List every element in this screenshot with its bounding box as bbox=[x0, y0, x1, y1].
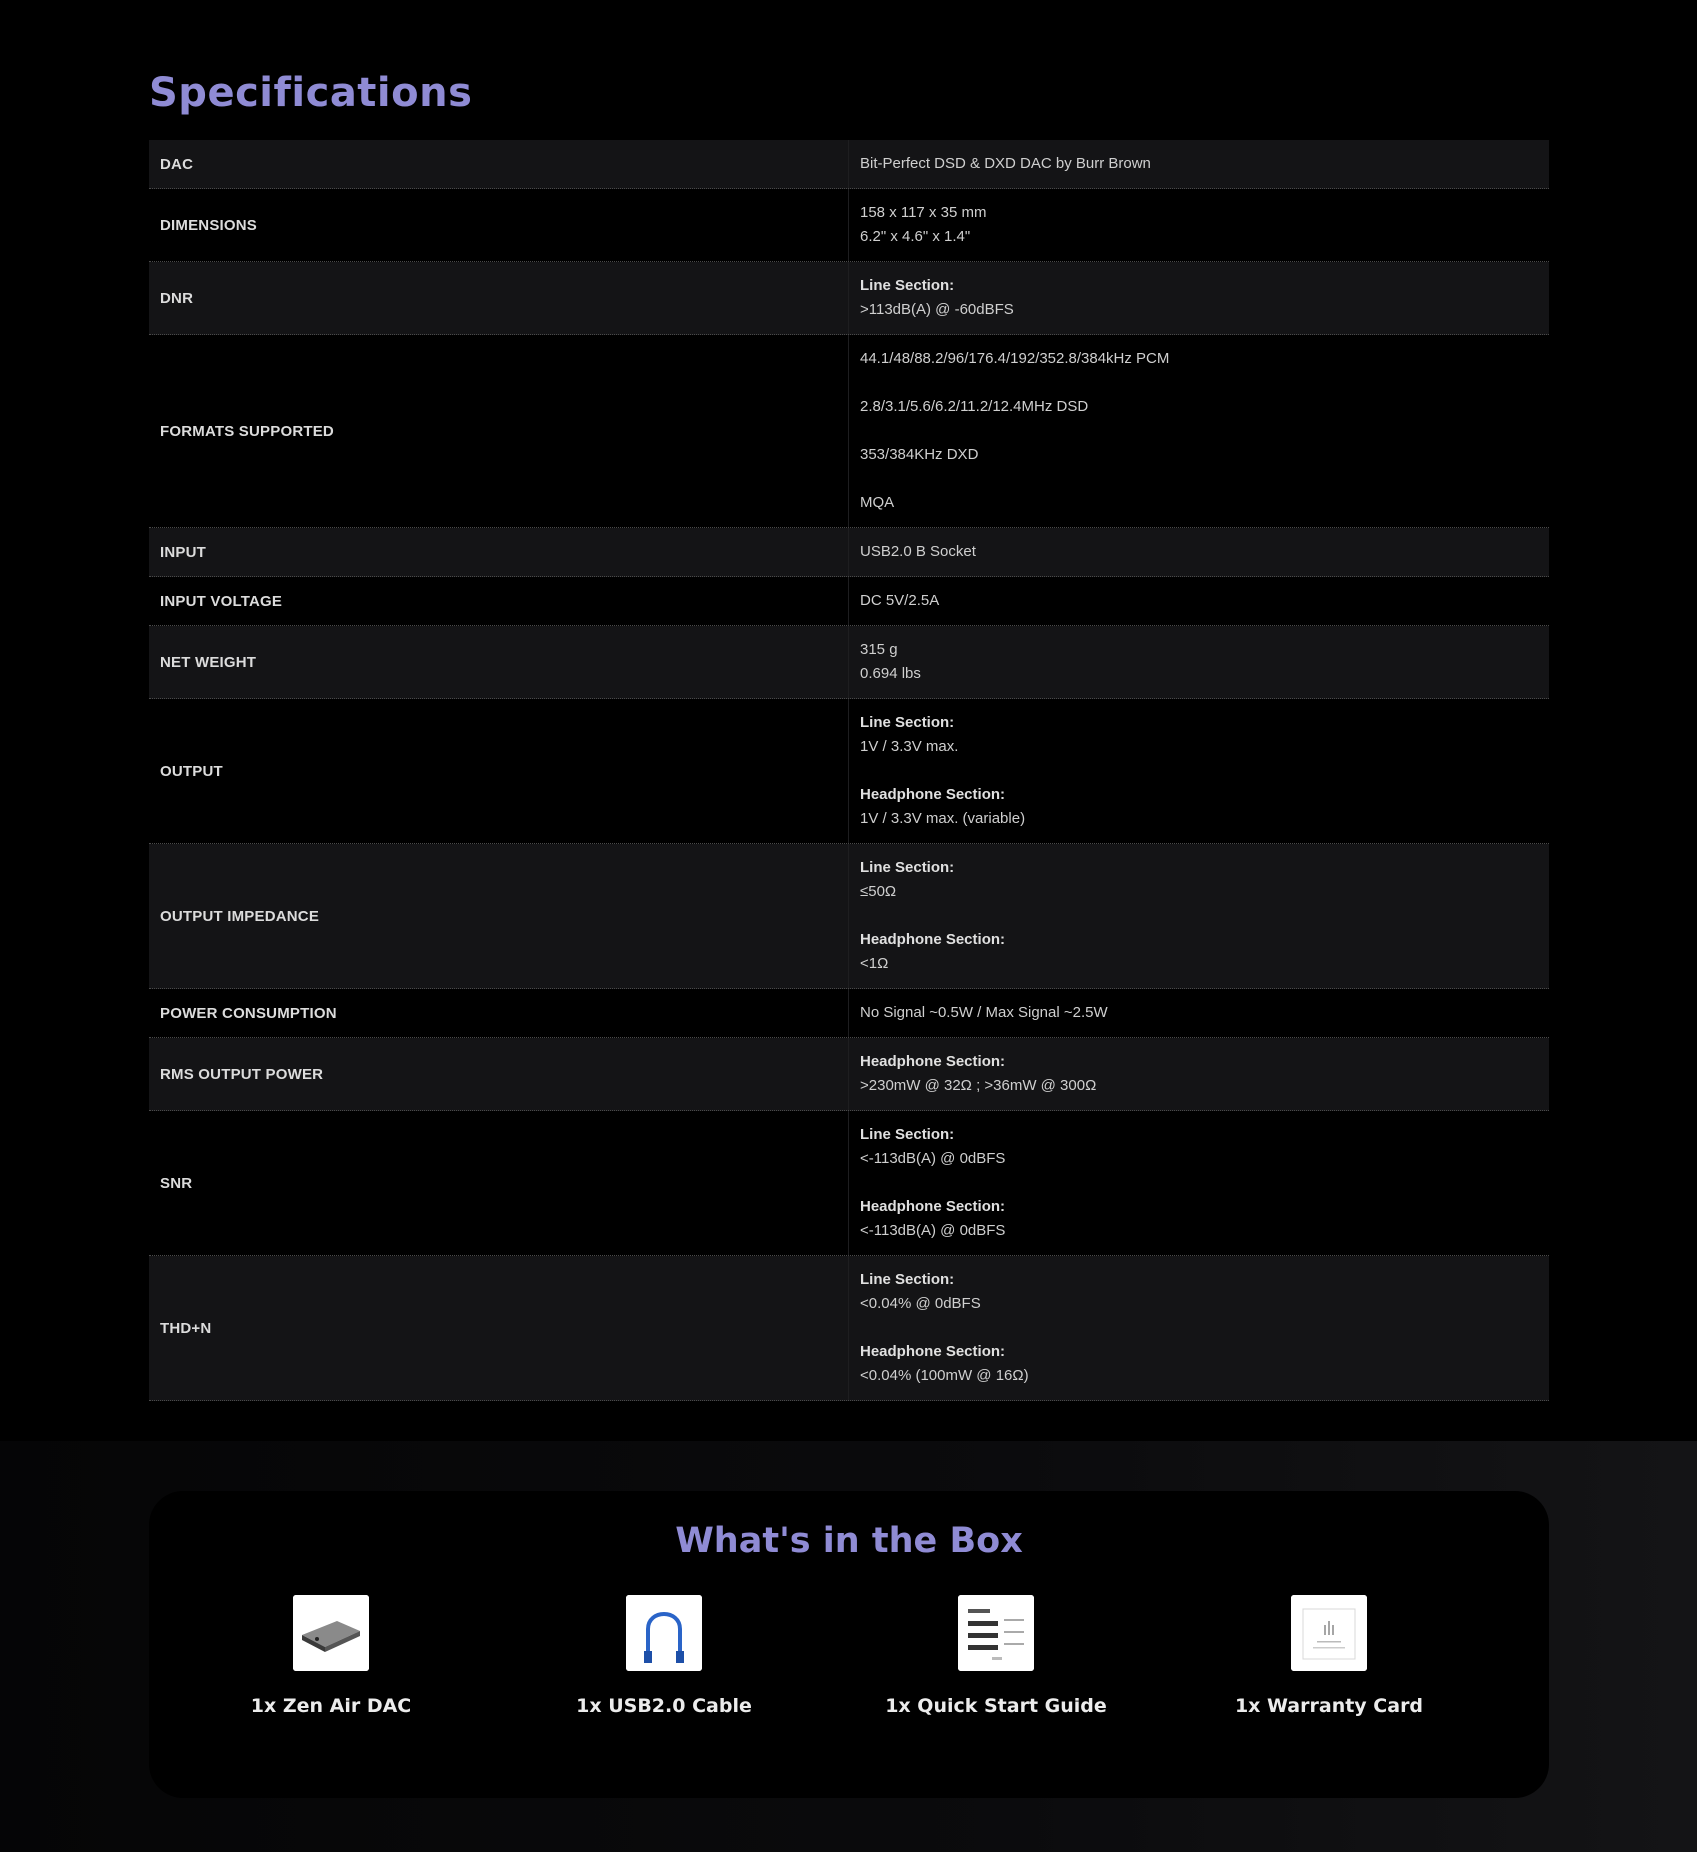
spec-value-line: <0.04% (100mW @ 16Ω) bbox=[860, 1367, 1029, 1384]
spec-label: OUTPUT IMPEDANCE bbox=[149, 844, 849, 988]
spec-value-line: No Signal ~0.5W / Max Signal ~2.5W bbox=[860, 1004, 1108, 1021]
spec-value-gap bbox=[860, 759, 1549, 783]
spec-label: DAC bbox=[149, 140, 849, 188]
spec-value bbox=[849, 140, 1549, 188]
spec-value-line: USB2.0 B Socket bbox=[860, 543, 976, 560]
spec-label: INPUT VOLTAGE bbox=[149, 577, 849, 625]
spec-label: DNR bbox=[149, 262, 849, 334]
spec-value-heading: Headphone Section: bbox=[860, 1343, 1006, 1360]
spec-label: INPUT bbox=[149, 528, 849, 576]
spec-value-heading: Line Section: bbox=[860, 859, 955, 876]
spec-value-gap bbox=[860, 1171, 1549, 1195]
spec-row bbox=[149, 528, 1549, 577]
warranty-card-icon bbox=[1291, 1595, 1367, 1671]
box-item-usb-cable bbox=[514, 1595, 814, 1717]
spec-row bbox=[149, 262, 1549, 335]
spec-value bbox=[849, 1256, 1549, 1400]
dac-icon bbox=[293, 1595, 369, 1671]
spec-value bbox=[849, 189, 1549, 261]
spec-value bbox=[849, 528, 1549, 576]
box-item-label: 1x Warranty Card bbox=[1234, 1695, 1424, 1717]
spec-value-line: >230mW @ 32Ω ; >36mW @ 300Ω bbox=[860, 1077, 1097, 1094]
spec-row bbox=[149, 626, 1549, 699]
spec-value-heading: Line Section: bbox=[860, 277, 955, 294]
spec-value-heading: Line Section: bbox=[860, 1126, 955, 1143]
spec-label: FORMATS SUPPORTED bbox=[149, 335, 849, 527]
spec-value-line: MQA bbox=[860, 494, 895, 511]
specifications-title: Specifications bbox=[149, 70, 473, 116]
spec-value-line: 353/384KHz DXD bbox=[860, 446, 979, 463]
spec-value bbox=[849, 335, 1549, 527]
box-item-label: 1x Zen Air DAC bbox=[250, 1695, 412, 1717]
box-item-quick-start-guide bbox=[846, 1595, 1146, 1717]
spec-value-gap bbox=[860, 371, 1549, 395]
spec-value-line: 2.8/3.1/5.6/6.2/11.2/12.4MHz DSD bbox=[860, 398, 1089, 415]
spec-row bbox=[149, 140, 1549, 189]
spec-value-line: <0.04% @ 0dBFS bbox=[860, 1295, 981, 1312]
spec-value-line: 1V / 3.3V max. (variable) bbox=[860, 810, 1026, 827]
spec-row bbox=[149, 989, 1549, 1038]
spec-value-heading: Headphone Section: bbox=[860, 1053, 1006, 1070]
spec-label: OUTPUT bbox=[149, 699, 849, 843]
spec-value-line: >113dB(A) @ -60dBFS bbox=[860, 301, 1014, 318]
spec-value-heading: Headphone Section: bbox=[860, 786, 1006, 803]
whats-in-the-box-card bbox=[149, 1491, 1549, 1798]
spec-value-line: 44.1/48/88.2/96/176.4/192/352.8/384kHz PCM bbox=[860, 350, 1170, 367]
spec-label: NET WEIGHT bbox=[149, 626, 849, 698]
spec-value-gap bbox=[860, 904, 1549, 928]
box-items bbox=[149, 1595, 1549, 1735]
spec-value bbox=[849, 577, 1549, 625]
spec-value bbox=[849, 699, 1549, 843]
spec-value-heading: Line Section: bbox=[860, 1271, 955, 1288]
spec-value-line: 0.694 lbs bbox=[860, 665, 921, 682]
spec-value-gap bbox=[860, 467, 1549, 491]
spec-value-line: DC 5V/2.5A bbox=[860, 592, 940, 609]
spec-value-gap bbox=[860, 419, 1549, 443]
spec-value-line: 1V / 3.3V max. bbox=[860, 738, 959, 755]
spec-row bbox=[149, 1256, 1549, 1401]
spec-value bbox=[849, 626, 1549, 698]
spec-value-line: 6.2" x 4.6" x 1.4" bbox=[860, 228, 971, 245]
spec-row bbox=[149, 189, 1549, 262]
spec-row bbox=[149, 1111, 1549, 1256]
spec-value-heading: Headphone Section: bbox=[860, 1198, 1006, 1215]
whats-in-the-box-title: What's in the Box bbox=[675, 1521, 1023, 1561]
spec-value bbox=[849, 1038, 1549, 1110]
spec-value-heading: Headphone Section: bbox=[860, 931, 1006, 948]
box-item-zen-air-dac bbox=[181, 1595, 481, 1717]
spec-row bbox=[149, 1038, 1549, 1111]
box-item-label: 1x Quick Start Guide bbox=[885, 1695, 1107, 1717]
usb-cable-icon bbox=[626, 1595, 702, 1671]
spec-row bbox=[149, 699, 1549, 844]
spec-value-gap bbox=[860, 1316, 1549, 1340]
spec-row bbox=[149, 335, 1549, 528]
spec-value-line: Bit-Perfect DSD & DXD DAC by Burr Brown bbox=[860, 155, 1151, 172]
spec-value-line: <1Ω bbox=[860, 955, 889, 972]
spec-row bbox=[149, 844, 1549, 989]
spec-value-line: <-113dB(A) @ 0dBFS bbox=[860, 1150, 1006, 1167]
spec-value-line: 315 g bbox=[860, 641, 898, 658]
spec-value bbox=[849, 989, 1549, 1037]
spec-value-line: ≤50Ω bbox=[860, 883, 897, 900]
spec-value bbox=[849, 844, 1549, 988]
quick-start-guide-icon bbox=[958, 1595, 1034, 1671]
spec-label: THD+N bbox=[149, 1256, 849, 1400]
spec-value-line: <-113dB(A) @ 0dBFS bbox=[860, 1222, 1006, 1239]
spec-value-heading: Line Section: bbox=[860, 714, 955, 731]
spec-label: SNR bbox=[149, 1111, 849, 1255]
specifications-table bbox=[149, 140, 1549, 1401]
spec-row bbox=[149, 577, 1549, 626]
spec-value bbox=[849, 262, 1549, 334]
spec-value-line: 158 x 117 x 35 mm bbox=[860, 204, 987, 221]
spec-label: POWER CONSUMPTION bbox=[149, 989, 849, 1037]
spec-label: RMS OUTPUT POWER bbox=[149, 1038, 849, 1110]
spec-value bbox=[849, 1111, 1549, 1255]
box-item-warranty-card bbox=[1179, 1595, 1479, 1717]
spec-label: DIMENSIONS bbox=[149, 189, 849, 261]
box-item-label: 1x USB2.0 Cable bbox=[576, 1695, 752, 1717]
